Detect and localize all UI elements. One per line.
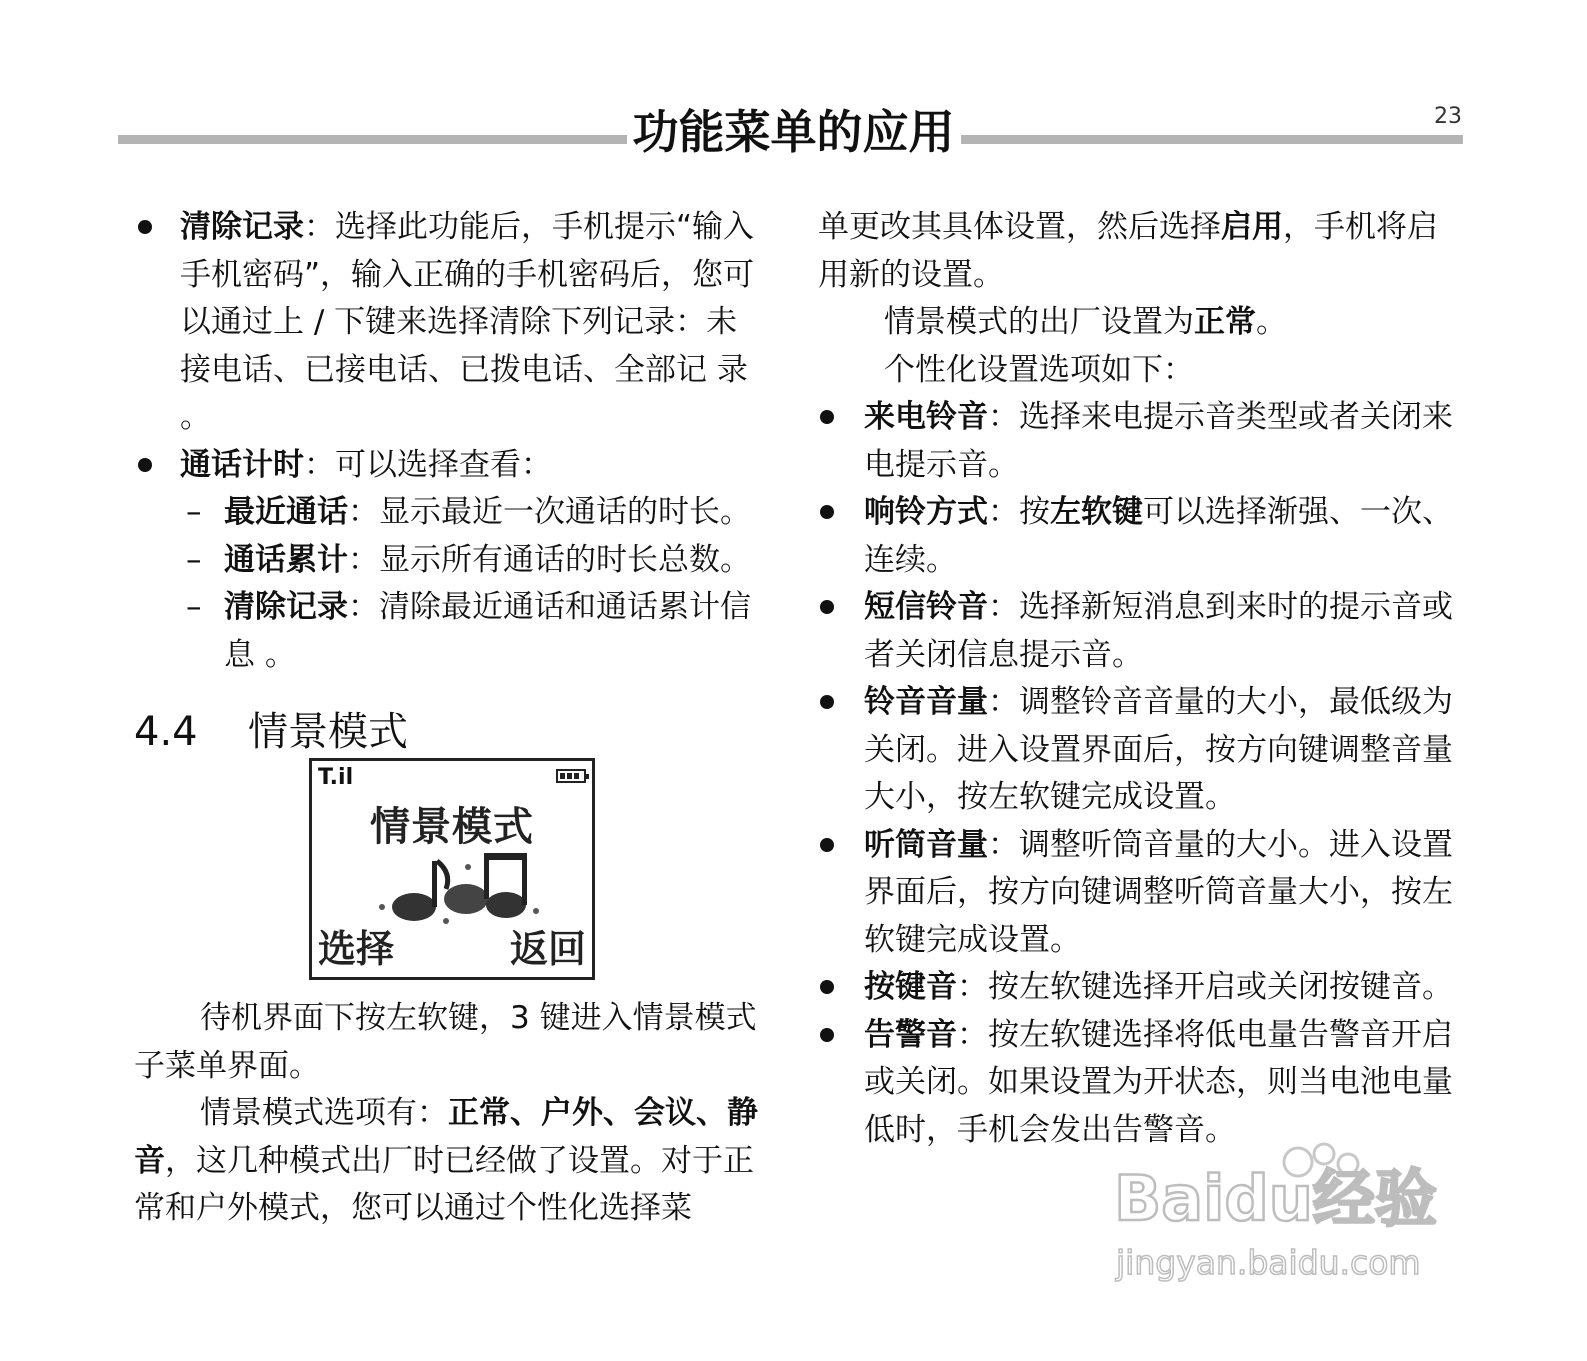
sub-item: – 清除记录：清除最近通话和通话累计信息 。 xyxy=(134,584,768,679)
phone-screen-illustration xyxy=(309,758,595,980)
list-item: 短信铃音：选择新短消息到来时的提示音或者关闭信息提示音。 xyxy=(818,584,1458,679)
list-item: 告警音：按左软键选择将低电量告警音开启或关闭。如果设置为开状态，则当电池电量低时，手机会发出告警音。 xyxy=(818,1012,1458,1155)
left-softkey-label: 选择 xyxy=(318,927,395,971)
battery-icon xyxy=(556,769,586,783)
baidu-jingyan-watermark xyxy=(1108,1140,1478,1290)
page-title: 功能菜单的应用 xyxy=(0,102,1587,162)
paragraph: 情景模式选项有：正常、户外、会议、静音，这几种模式出厂时已经做了设置。对于正常和户外模式，您可以通过个性化选择菜 xyxy=(134,1095,758,1226)
list-item: 通话计时：可以选择查看： xyxy=(134,442,768,490)
paragraph: 单更改其具体设置，然后选择启用，手机将启用新的设置。 xyxy=(818,209,1438,293)
paragraph: 个性化设置选项如下： xyxy=(884,351,1194,388)
paragraph: 待机界面下按左软键，3 键进入情景模式子菜单界面。 xyxy=(134,1000,757,1084)
left-column xyxy=(134,204,768,1233)
section-heading: 4.4 情景模式 xyxy=(134,709,408,755)
list-item: 响铃方式：按左软键可以选择渐强、一次、连续。 xyxy=(818,489,1458,584)
paragraph: 情景模式的出厂设置为正常。 xyxy=(884,304,1287,340)
list-item: 清除记录：选择此功能后，手机提示“输入手机密码”，输入正确的手机密码后，您可以通过上 / 下键来选择清除下列记录：未接电话、已接电话、已拨电话、全部记 录 。 xyxy=(134,204,768,442)
list-item: 铃音音量：调整铃音音量的大小，最低级为关闭。进入设置界面后，按方向键调整音量大小，按左软键完成设置。 xyxy=(818,679,1458,822)
list-item: 听筒音量：调整听筒音量的大小。进入设置界面后，按方向键调整听筒音量大小，按左软键完成设置。 xyxy=(818,822,1458,965)
music-notes-icon xyxy=(374,849,544,929)
sub-item: – 最近通话：显示最近一次通话的时长。 xyxy=(134,489,768,537)
right-column xyxy=(818,204,1458,1154)
sub-item: – 通话累计：显示所有通话的时长总数。 xyxy=(134,537,768,585)
screen-title: 情景模式 xyxy=(370,804,534,850)
signal-icon: T.il xyxy=(318,765,354,790)
watermark-url: jingyan.baidu.com xyxy=(1116,1243,1421,1282)
right-softkey-label: 返回 xyxy=(509,927,586,971)
watermark-brand: Baidu经验 xyxy=(1114,1162,1437,1235)
list-item: 按键音：按左软键选择开启或关闭按键音。 xyxy=(818,964,1458,1012)
page-number: 23 xyxy=(1434,104,1462,129)
list-item: 来电铃音：选择来电提示音类型或者关闭来电提示音。 xyxy=(818,394,1458,489)
